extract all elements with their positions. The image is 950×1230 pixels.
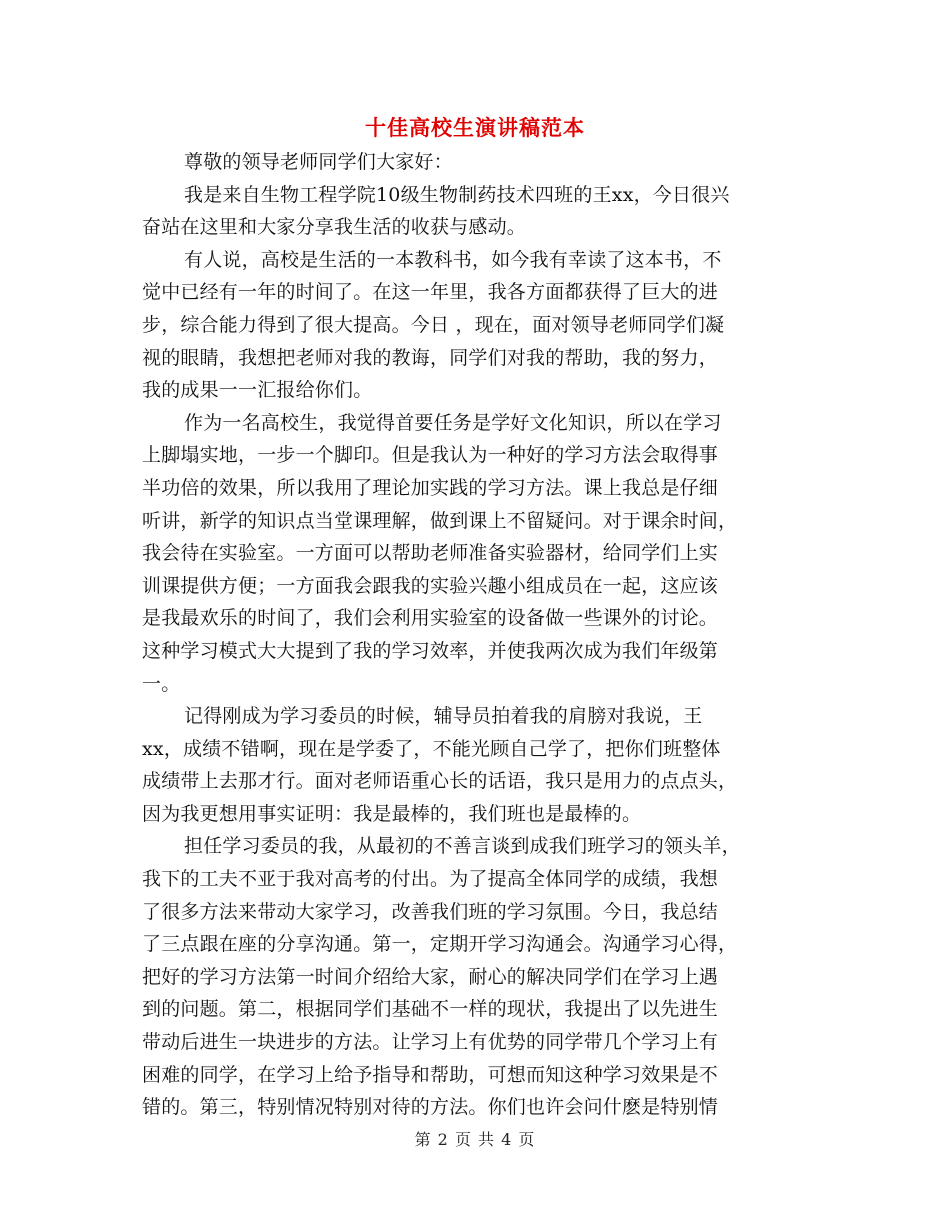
- paragraph-methods: [142, 830, 810, 1123]
- text-line: 到的问题。第二，根据同学们基础不一样的现状，我提出了以先进生: [142, 998, 719, 1021]
- text-line: xx，成绩不错啊，现在是学委了，不能光顾自己学了，把你们班整体: [142, 737, 721, 760]
- text-line: 成绩带上去那才行。面对老师语重心长的话语，我只是用力的点点头，: [142, 770, 738, 793]
- text-line: 有人说，高校是生活的一本教科书，如今我有幸读了这本书，不: [184, 248, 722, 271]
- text-line: 我是来自生物工程学院10级生物制药技术四班的王xx，今日很兴: [184, 183, 730, 206]
- text-line: 因为我更想用事实证明：我是最棒的，我们班也是最棒的。: [142, 802, 642, 825]
- paragraph-study-committee: [142, 700, 810, 830]
- text-line: 步，综合能力得到了很大提高。今日 ，现在，面对领导老师同学们凝: [142, 313, 725, 336]
- paragraph-greeting: [142, 146, 810, 179]
- text-line: 了很多方法来带动大家学习，改善我们班的学习氛围。今日，我总结: [142, 900, 719, 923]
- text-line: 记得刚成为学习委员的时候，辅导员拍着我的肩膀对我说，王: [184, 705, 703, 728]
- text-line: 错的。第三，特别情况特别对待的方法。你们也许会问什麽是特别情: [142, 1096, 719, 1119]
- text-line: 是我最欢乐的时间了，我们会利用实验室的设备做一些课外的讨论。: [142, 607, 719, 630]
- paragraph-intro: [142, 179, 810, 244]
- page-number-footer: 第 2 页 共 4 页: [414, 1130, 536, 1149]
- document-body: [142, 146, 810, 1124]
- text-line: 一。: [142, 672, 181, 695]
- text-line: 尊敬的领导老师同学们大家好：: [184, 151, 453, 173]
- text-line: 我的成果一一汇报给你们。: [142, 379, 373, 402]
- text-line: 觉中已经有一年的时间了。在这一年里，我各方面都获得了巨大的进: [142, 281, 719, 304]
- text-line: 半功倍的效果，所以我用了理论加实践的学习方法。课上我总是仔细: [142, 476, 719, 499]
- text-line: 担任学习委员的我，从最初的不善言谈到成我们班学习的领头羊，: [184, 835, 741, 858]
- document-title: 十佳高校生演讲稿范本: [365, 115, 585, 140]
- text-line: 视的眼睛，我想把老师对我的教诲，同学们对我的帮助，我的努力，: [142, 346, 719, 369]
- text-line: 上脚塌实地，一步一个脚印。但是我认为一种好的学习方法会取得事: [142, 444, 719, 467]
- text-line: 作为一名高校生，我觉得首要任务是学好文化知识，所以在学习: [184, 411, 722, 434]
- text-line: 了三点跟在座的分享沟通。第一，定期开学习沟通会。沟通学习心得，: [142, 933, 738, 956]
- text-line: 我下的工夫不亚于我对高考的付出。为了提高全体同学的成绩，我想: [142, 868, 719, 891]
- text-line: 这种学习模式大大提到了我的学习效率，并使我两次成为我们年级第: [142, 639, 719, 662]
- paragraph-university-life: [142, 244, 810, 407]
- text-line: 奋站在这里和大家分享我生活的收获与感动。: [142, 216, 527, 239]
- text-line: 训课提供方便；一方面我会跟我的实验兴趣小组成员在一起，这应该: [142, 574, 719, 597]
- text-line: 把好的学习方法第一时间介绍给大家，耐心的解决同学们在学习上遇: [142, 965, 719, 988]
- text-line: 听讲，新学的知识点当堂课理解，做到课上不留疑问。对于课余时间，: [142, 509, 738, 532]
- text-line: 带动后进生一块进步的方法。让学习上有优势的同学带几个学习上有: [142, 1031, 719, 1054]
- text-line: 困难的同学，在学习上给予指导和帮助，可想而知这种学习效果是不: [142, 1063, 719, 1086]
- text-line: 我会待在实验室。一方面可以帮助老师准备实验器材，给同学们上实: [142, 542, 719, 565]
- paragraph-study-method: [142, 407, 810, 700]
